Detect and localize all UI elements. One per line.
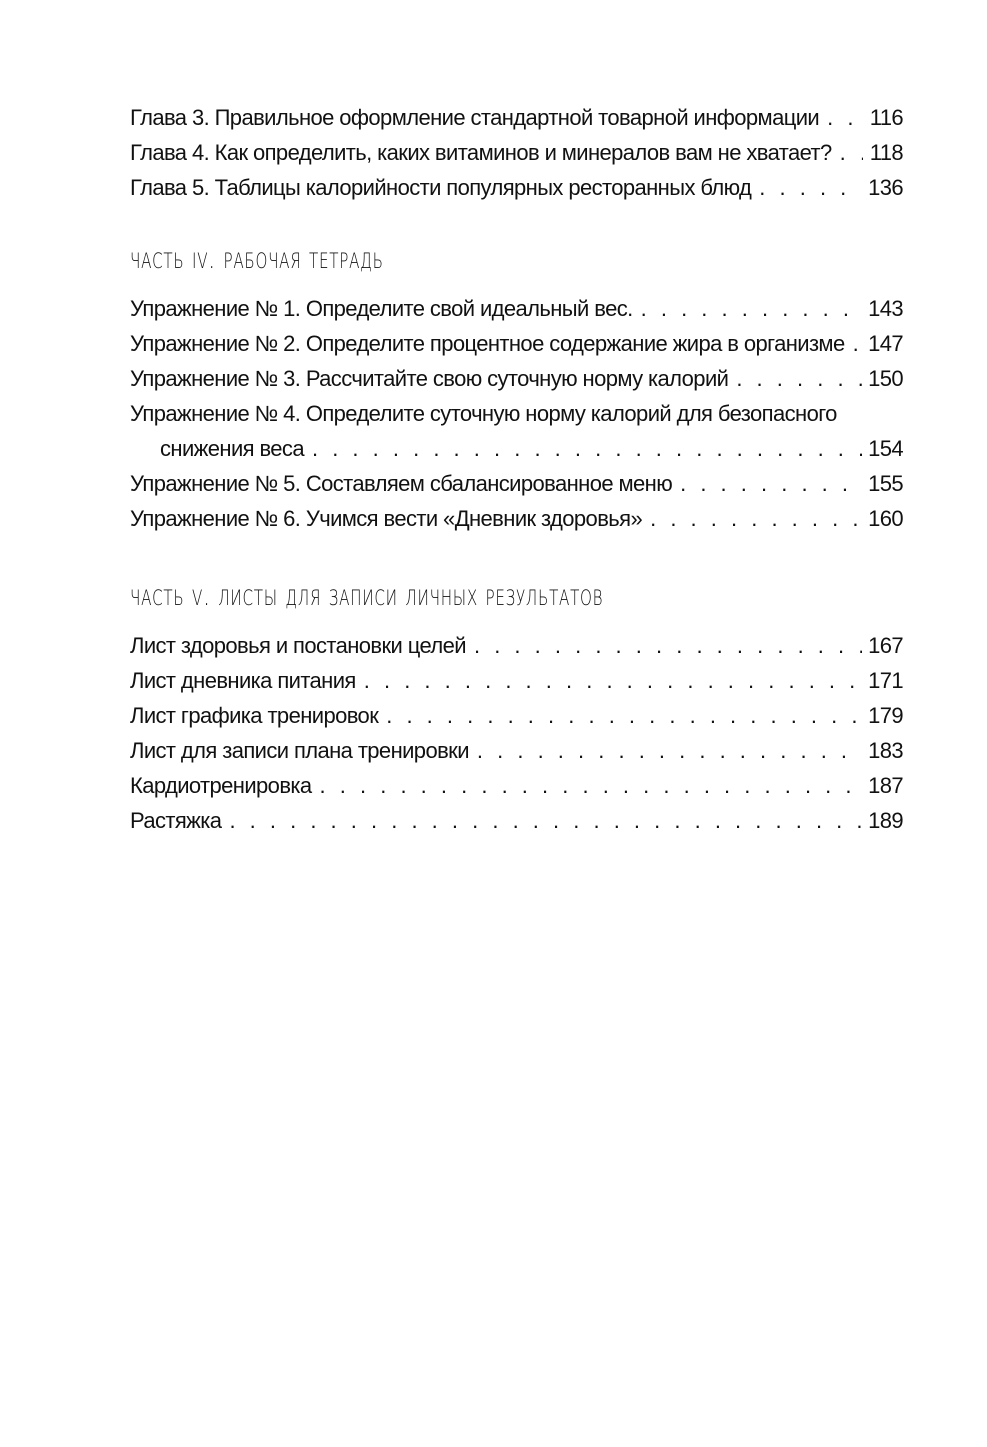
toc-entry-page: 183 xyxy=(868,738,903,763)
toc-entry-page: 187 xyxy=(868,773,903,798)
part3-chapter-list xyxy=(130,100,903,205)
toc-entry-exercise-4-continuation[interactable] xyxy=(130,431,903,466)
toc-entry-training-plan-sheet[interactable] xyxy=(130,733,903,768)
toc-entry-title: Глава 4. Как определить, каких витаминов и минералов вам не хватает? xyxy=(130,140,832,165)
toc-entry-page: 189 xyxy=(868,808,903,833)
toc-entry-page: 167 xyxy=(868,633,903,658)
toc-entry-exercise-4[interactable] xyxy=(130,396,903,431)
toc-entry-title: Упражнение № 1. Определите свой идеальный вес. xyxy=(130,296,633,321)
toc-entry-page: 147 xyxy=(868,331,903,356)
toc-entry-page: 143 xyxy=(868,296,903,321)
toc-entry-title: Глава 5. Таблицы калорийности популярных ресторанных блюд xyxy=(130,175,752,200)
toc-entry-page: 155 xyxy=(868,471,903,496)
toc-entry-title: Упражнение № 2. Определите процентное содержание жира в организме xyxy=(130,331,845,356)
toc-entry-page: 179 xyxy=(868,703,903,728)
toc-entry-training-schedule-sheet[interactable] xyxy=(130,698,903,733)
dot-leader xyxy=(320,768,863,803)
dot-leader xyxy=(364,663,862,698)
toc-entry-chapter-3[interactable] xyxy=(130,100,903,135)
toc-entry-title: Упражнение № 4. Определите суточную норму калорий для безопасного xyxy=(130,401,837,426)
toc-entry-health-sheet[interactable] xyxy=(130,628,903,663)
toc-entry-title-continuation: снижения веса xyxy=(160,436,304,461)
toc-entry-page: 136 xyxy=(868,175,903,200)
toc-entry-page: 160 xyxy=(868,506,903,531)
part4-entry-list xyxy=(130,291,903,536)
toc-entry-cardio[interactable] xyxy=(130,768,903,803)
dot-leader xyxy=(477,733,862,768)
toc-entry-stretching[interactable] xyxy=(130,803,903,838)
dot-leader xyxy=(827,100,863,135)
toc-entry-chapter-5[interactable] xyxy=(130,170,903,205)
toc-entry-title: Растяжка xyxy=(130,808,222,833)
toc-entry-exercise-2[interactable] xyxy=(130,326,903,361)
dot-leader xyxy=(840,135,863,170)
toc-entry-page: 150 xyxy=(868,366,903,391)
toc-entry-food-diary-sheet[interactable] xyxy=(130,663,903,698)
toc-entry-exercise-1[interactable] xyxy=(130,291,903,326)
dot-leader xyxy=(641,291,862,326)
toc-entry-title: Упражнение № 6. Учимся вести «Дневник здоровья» xyxy=(130,506,643,531)
toc-entry-page: 154 xyxy=(868,436,903,461)
dot-leader xyxy=(680,466,862,501)
part4-heading: часть iv. рабочая тетрадь xyxy=(130,241,384,276)
toc-entry-exercise-5[interactable] xyxy=(130,466,903,501)
toc-entry-title: Лист для записи плана тренировки xyxy=(130,738,469,763)
toc-entry-title: Упражнение № 5. Составляем сбалансированное меню xyxy=(130,471,673,496)
toc-entry-page: 118 xyxy=(869,140,903,165)
toc-entry-title: Упражнение № 3. Рассчитайте свою суточную норму калорий xyxy=(130,366,729,391)
dot-leader xyxy=(736,361,862,396)
table-of-contents xyxy=(130,100,903,838)
part5-entry-list xyxy=(130,628,903,838)
toc-entry-chapter-4[interactable] xyxy=(130,135,903,170)
toc-entry-exercise-3[interactable] xyxy=(130,361,903,396)
toc-entry-exercise-6[interactable] xyxy=(130,501,903,536)
dot-leader xyxy=(229,803,862,838)
toc-entry-title: Лист графика тренировок xyxy=(130,703,379,728)
toc-entry-title: Кардиотренировка xyxy=(130,773,312,798)
toc-entry-title: Лист здоровья и постановки целей xyxy=(130,633,466,658)
toc-entry-title: Глава 3. Правильное оформление стандартной товарной информации xyxy=(130,105,820,130)
toc-entry-title: Лист дневника питания xyxy=(130,668,356,693)
part5-heading: часть v. листы для записи личных результатов xyxy=(130,578,604,613)
dot-leader xyxy=(853,326,863,361)
toc-entry-page: 116 xyxy=(869,105,903,130)
toc-entry-page: 171 xyxy=(868,668,903,693)
dot-leader xyxy=(759,170,862,205)
dot-leader xyxy=(650,501,862,536)
dot-leader xyxy=(386,698,862,733)
dot-leader xyxy=(312,431,862,466)
dot-leader xyxy=(474,628,862,663)
